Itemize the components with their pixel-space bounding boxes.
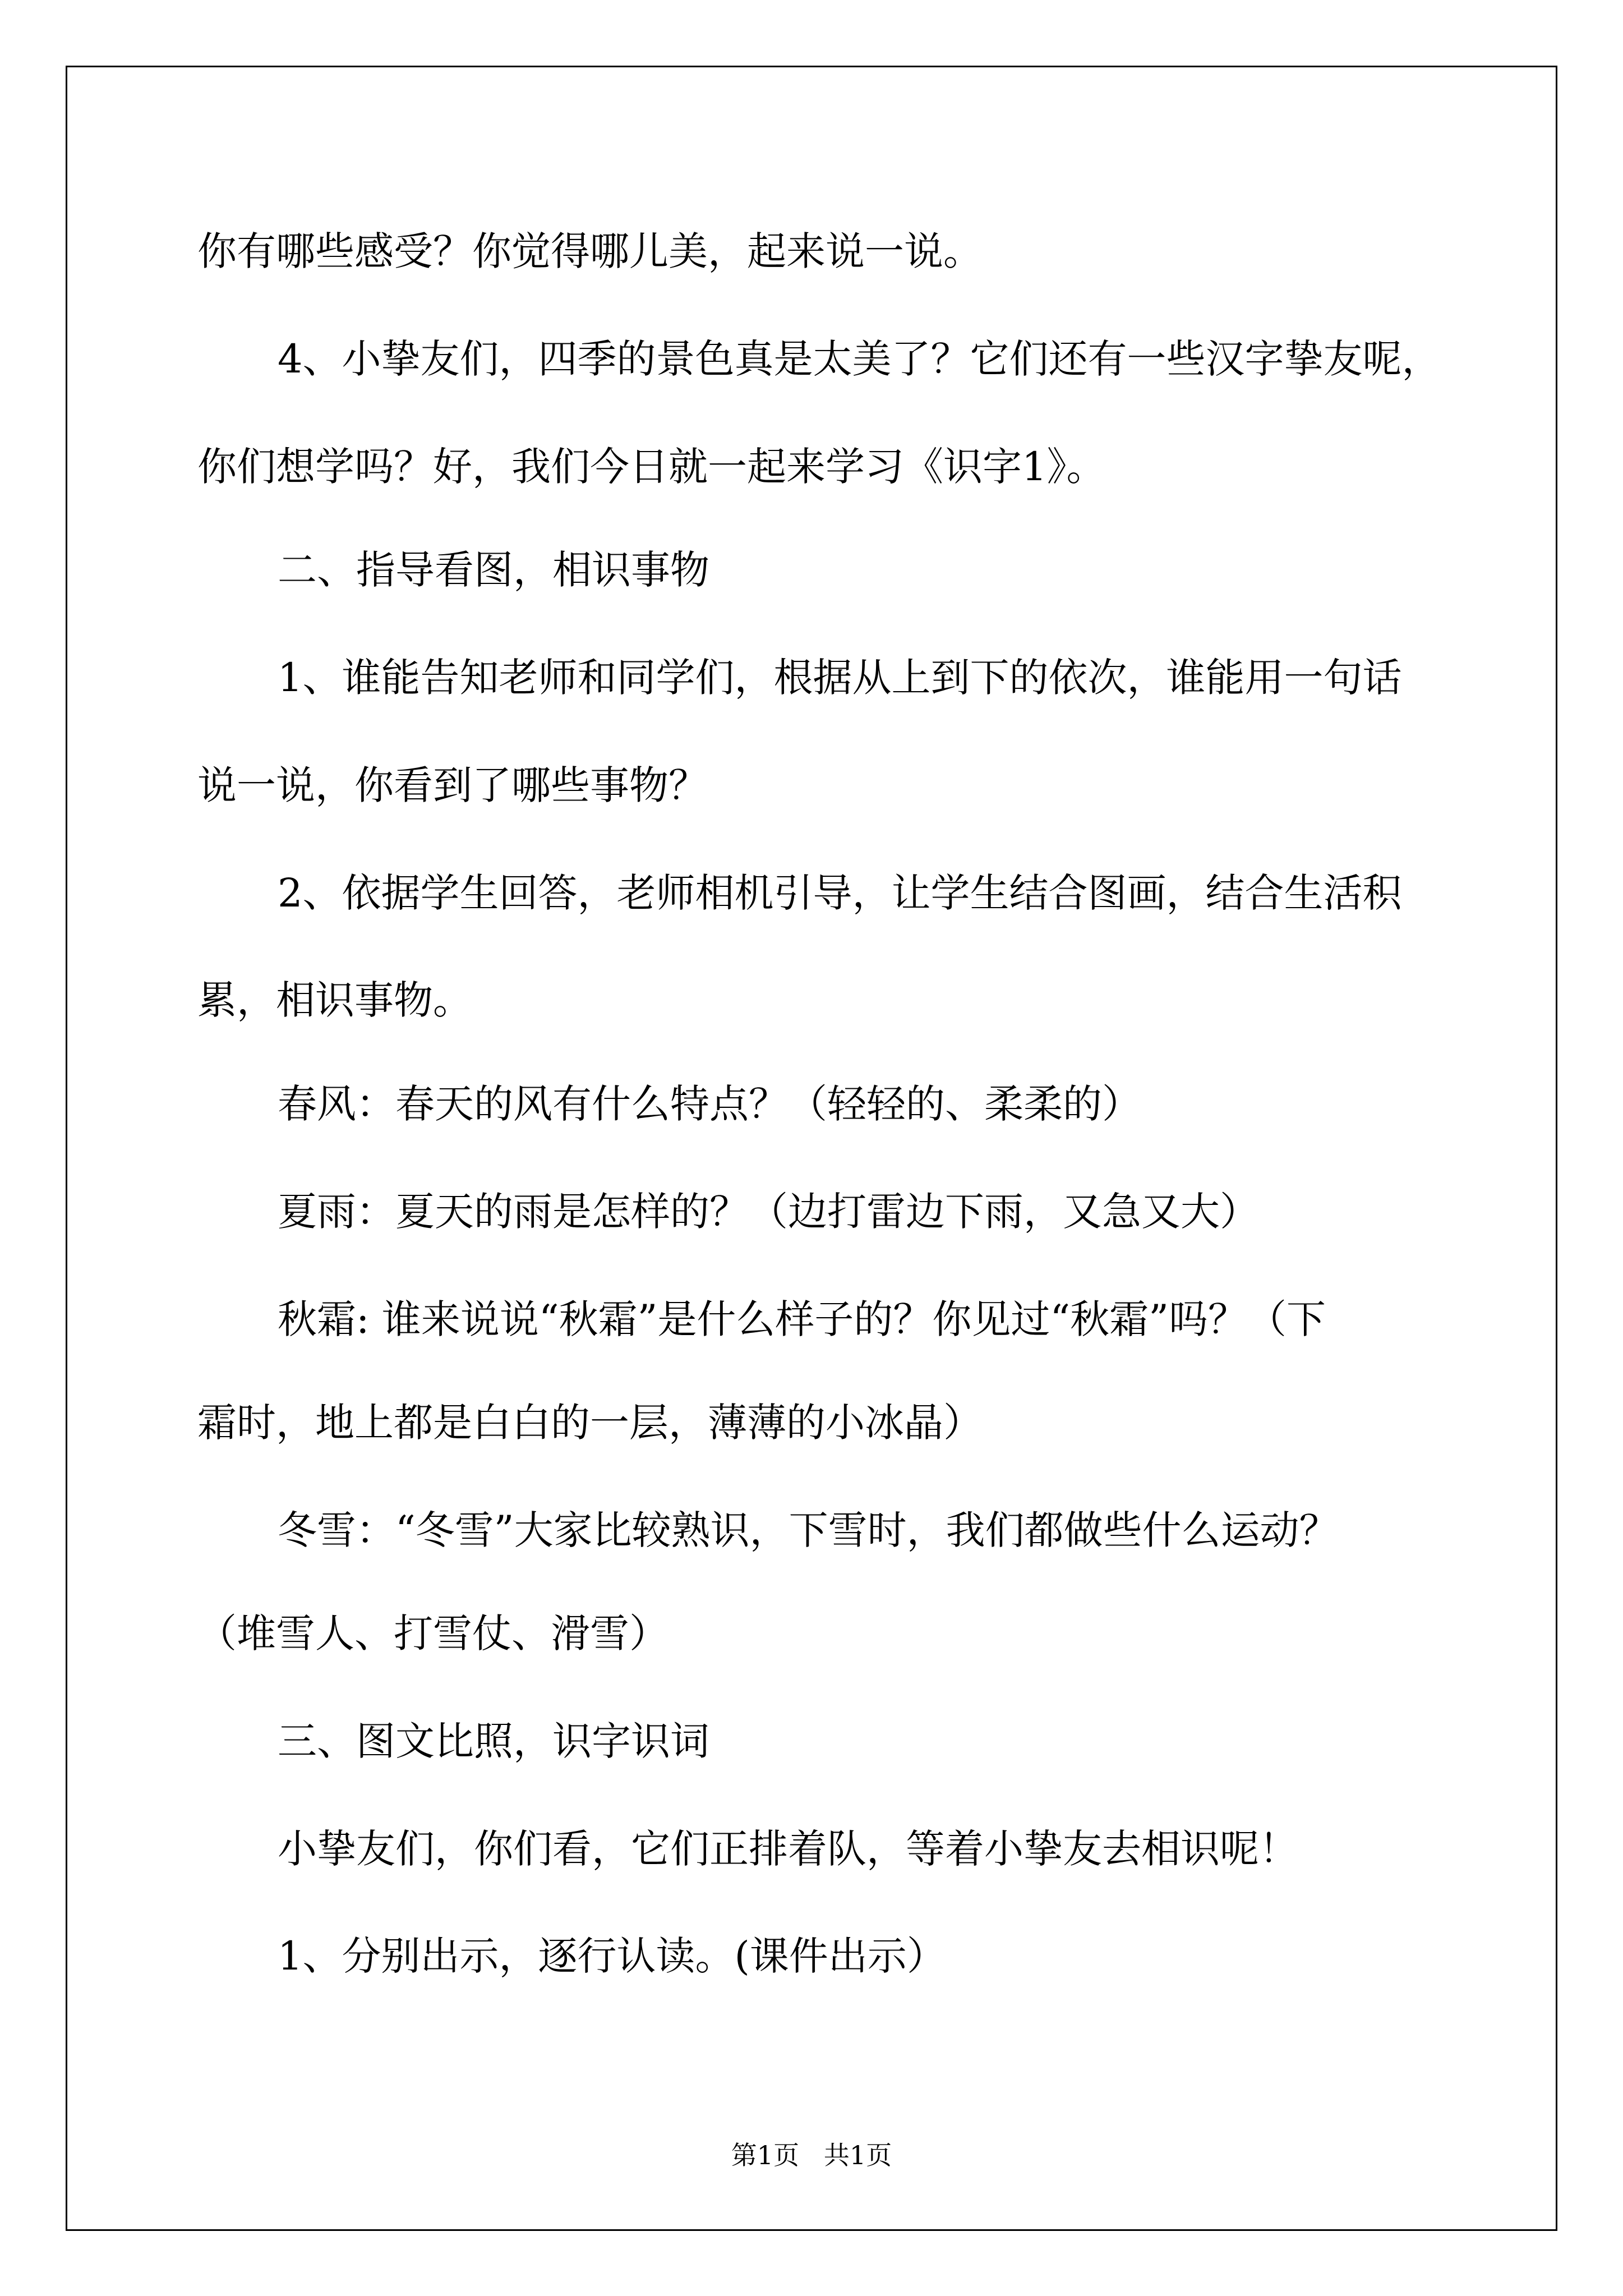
text-line: 夏雨：夏天的雨是怎样的？（边打雷边下雨，又急又大） <box>278 1189 1259 1235</box>
text-line: 你们想学吗？好，我们今日就一起来学习《识字1》。 <box>197 444 1106 490</box>
text-line: 说一说，你看到了哪些事物？ <box>197 762 708 808</box>
text-line: 4、小挚友们，四季的景色真是太美了？它们还有一些汉字挚友呢， <box>278 336 1441 382</box>
page-border <box>66 66 1557 2231</box>
text-line: 你有哪些感受？你觉得哪儿美，起来说一说。 <box>197 228 983 274</box>
text-line: 1、谁能告知老师和同学们，根据从上到下的依次，谁能用一句话 <box>278 655 1402 701</box>
text-line: 累，相识事物。 <box>197 977 472 1023</box>
page-number: 第1页 共1页 <box>731 2140 892 2170</box>
text-line: （堆雪人、打雪仗、滑雪） <box>197 1611 668 1657</box>
text-line: 冬雪：“冬雪”大家比较熟识，下雪时，我们都做些什么运动？ <box>278 1507 1339 1553</box>
text-line: 1、分别出示，逐行认读。(课件出示） <box>278 1933 946 1979</box>
text-line: 霜时，地上都是白白的一层，薄薄的小冰晶） <box>197 1400 983 1446</box>
section-heading: 三、图文比照，识字识词 <box>278 1718 709 1764</box>
section-heading: 二、指导看图，相识事物 <box>278 547 709 593</box>
text-line: 春风：春天的风有什么特点？（轻轻的、柔柔的） <box>278 1081 1141 1127</box>
text-line: 秋霜: 谁来说说“秋霜”是什么样子的？你见过“秋霜”吗？（下 <box>278 1296 1326 1342</box>
text-line: 小挚友们，你们看，它们正排着队，等着小挚友去相识呢！ <box>278 1826 1298 1872</box>
text-line: 2、依据学生回答，老师相机引导，让学生结合图画，结合生活积 <box>278 870 1402 916</box>
